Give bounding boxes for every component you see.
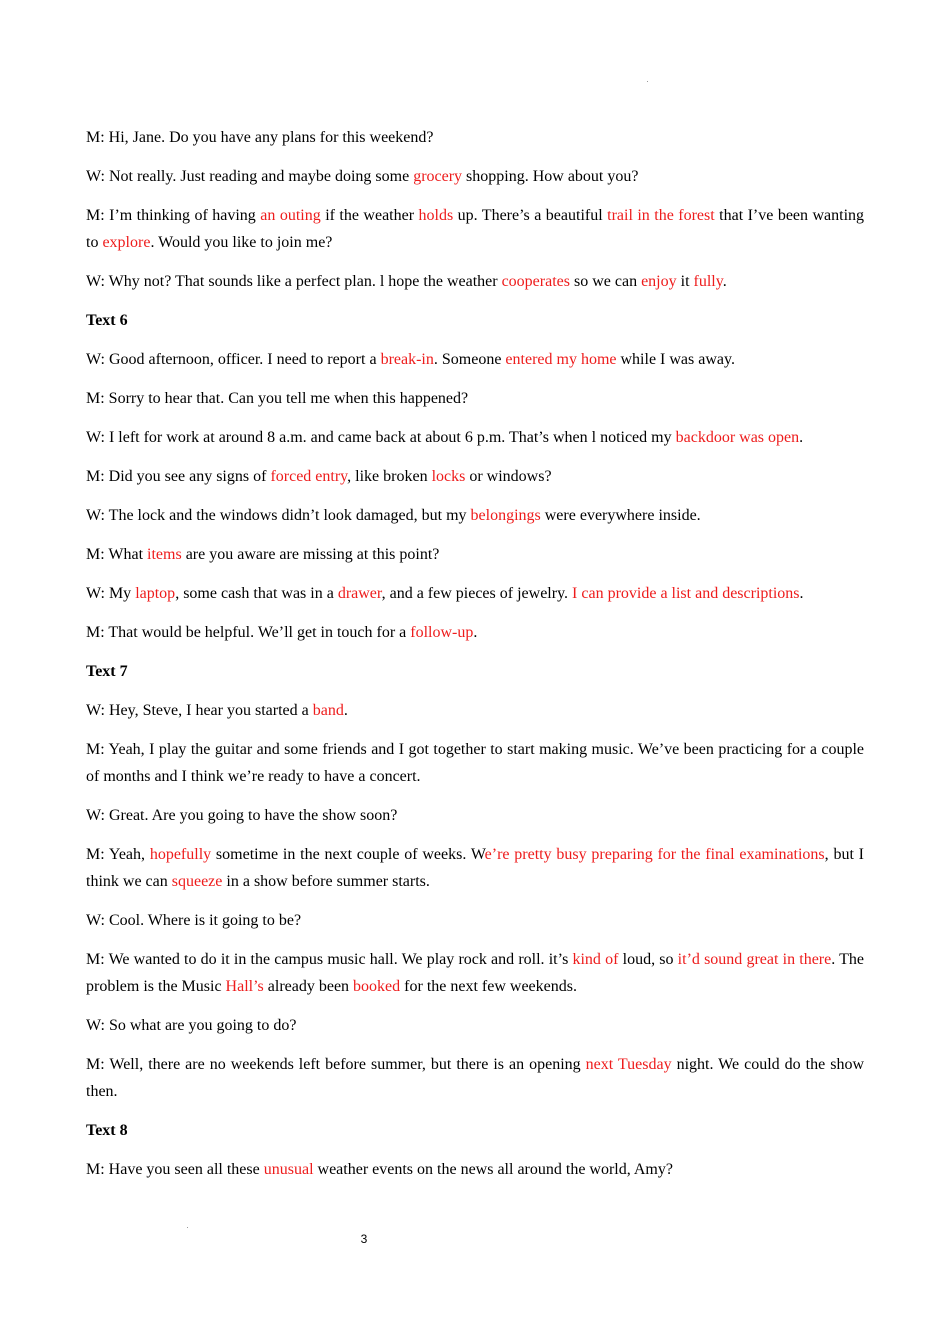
highlighted-answer: squeeze	[171, 873, 223, 890]
dialogue-line	[86, 163, 864, 190]
highlighted-answer: forced entry	[270, 468, 348, 485]
dialogue-transcript	[86, 124, 864, 1195]
text-segment: M: That would be helpful. We’ll get in touch for a	[86, 624, 411, 641]
dialogue-line	[86, 802, 864, 829]
section-heading	[86, 307, 864, 334]
highlighted-answer: follow-up	[410, 624, 474, 641]
text-segment: M: Have you seen all these	[86, 1161, 264, 1178]
highlighted-answer: fully	[693, 273, 723, 290]
dialogue-line	[86, 424, 864, 451]
dialogue-line	[86, 697, 864, 724]
text-segment: M: Sorry to hear that. Can you tell me when this happened?	[86, 390, 469, 407]
text-segment: for the next few weekends.	[400, 978, 577, 995]
highlighted-answer: Hall’s	[225, 978, 264, 995]
text-segment: or windows?	[465, 468, 552, 485]
text-segment: . Someone	[433, 351, 506, 368]
text-segment: W: Hey, Steve, I hear you started a	[86, 702, 313, 719]
text-segment: weather events on the news all around the world, Amy?	[313, 1161, 673, 1178]
text-segment: , and a few pieces of jewelry.	[381, 585, 573, 602]
text-segment: W: Not really. Just reading and maybe doing some	[86, 168, 414, 185]
text-segment: night. We could do the show then.	[86, 1056, 864, 1100]
text-segment: W: Great. Are you going to have the show soon?	[86, 807, 398, 824]
dialogue-line	[86, 841, 864, 895]
text-segment: , some cash that was in a	[175, 585, 338, 602]
dialogue-line	[86, 1156, 864, 1183]
dialogue-line	[86, 619, 864, 646]
highlighted-answer: items	[147, 546, 182, 563]
text-segment: loud, so	[618, 951, 678, 968]
highlighted-answer: belongings	[470, 507, 541, 524]
text-segment: W: Cool. Where is it going to be?	[86, 912, 302, 929]
text-segment: .	[799, 429, 804, 446]
text-segment: M: Well, there are no weekends left before summer, but there is an opening	[86, 1056, 586, 1073]
dialogue-line	[86, 268, 864, 295]
text-segment: .	[722, 273, 727, 290]
text-segment: . Would you like to join me?	[150, 234, 333, 251]
highlighted-answer: booked	[353, 978, 401, 995]
text-segment: already been	[263, 978, 354, 995]
section-heading	[86, 658, 864, 685]
text-segment: W: My	[86, 585, 136, 602]
text-segment: Text 8	[86, 1122, 128, 1139]
highlighted-answer: laptop	[135, 585, 176, 602]
text-segment: up. There’s a beautiful	[453, 207, 608, 224]
highlighted-answer: an outing	[260, 207, 321, 224]
text-segment: , but I think we can	[86, 846, 865, 890]
highlighted-answer: cooperates	[501, 273, 570, 290]
dialogue-line	[86, 385, 864, 412]
text-segment: M: We wanted to do it in the campus music hall. We play rock and roll. it’s	[86, 951, 573, 968]
text-segment: so we can	[569, 273, 642, 290]
dialogue-line	[86, 202, 864, 256]
text-segment: W: So what are you going to do?	[86, 1017, 297, 1034]
highlighted-answer: hopefully	[149, 846, 212, 863]
text-segment: are you aware are missing at this point?	[181, 546, 440, 563]
dialogue-line	[86, 463, 864, 490]
highlighted-answer: explore	[102, 234, 151, 251]
text-segment: , like broken	[347, 468, 432, 485]
scan-speck	[647, 81, 648, 82]
text-segment: it	[676, 273, 694, 290]
text-segment: that I’ve been wanting to	[86, 207, 865, 251]
highlighted-answer: grocery	[413, 168, 463, 185]
text-segment: M: What	[86, 546, 148, 563]
text-segment: Text 6	[86, 312, 128, 329]
text-segment: .	[473, 624, 478, 641]
dialogue-line	[86, 346, 864, 373]
text-segment: were everywhere inside.	[540, 507, 701, 524]
text-segment: Text 7	[86, 663, 128, 680]
highlighted-answer: e’re pretty busy preparing for the final examinations	[484, 846, 825, 863]
text-segment: M: I’m thinking of having	[86, 207, 261, 224]
section-heading	[86, 1117, 864, 1144]
highlighted-answer: I can provide a list and descriptions	[572, 585, 800, 602]
text-segment: while I was away.	[616, 351, 735, 368]
highlighted-answer: next Tuesday	[585, 1056, 672, 1073]
text-segment: sometime in the next couple of weeks. W	[211, 846, 485, 863]
text-segment: W: Why not? That sounds like a perfect plan. l hope the weather	[86, 273, 502, 290]
highlighted-answer: trail in the forest	[607, 207, 715, 224]
dialogue-line	[86, 1012, 864, 1039]
text-segment: M: Hi, Jane. Do you have any plans for this weekend?	[86, 129, 434, 146]
dialogue-line	[86, 736, 864, 790]
highlighted-answer: locks	[431, 468, 466, 485]
dialogue-line	[86, 502, 864, 529]
scan-speck	[187, 1227, 188, 1228]
highlighted-answer: unusual	[263, 1161, 314, 1178]
text-segment: W: Good afternoon, officer. I need to report a	[86, 351, 381, 368]
dialogue-line	[86, 580, 864, 607]
highlighted-answer: it’d sound great in there	[677, 951, 832, 968]
text-segment: in a show before summer starts.	[222, 873, 430, 890]
text-segment: W: I left for work at around 8 a.m. and came back at about 6 p.m. That’s when l noticed my	[86, 429, 676, 446]
highlighted-answer: backdoor was open	[675, 429, 800, 446]
text-segment: . The problem is the Music	[86, 951, 865, 995]
dialogue-line	[86, 541, 864, 568]
highlighted-answer: enjoy	[641, 273, 677, 290]
highlighted-answer: break-in	[380, 351, 434, 368]
text-segment: M: Yeah, I play the guitar and some friends and I got together to start making music. We’ve been practicing for a couple of months and I think we’re ready to have a concert.	[86, 741, 864, 785]
dialogue-line	[86, 124, 864, 151]
text-segment: M: Did you see any signs of	[86, 468, 271, 485]
text-segment: M: Yeah,	[86, 846, 150, 863]
text-segment: shopping. How about you?	[462, 168, 639, 185]
dialogue-line	[86, 907, 864, 934]
text-segment: W: The lock and the windows didn’t look damaged, but my	[86, 507, 471, 524]
highlighted-answer: band	[312, 702, 344, 719]
highlighted-answer: drawer	[337, 585, 382, 602]
highlighted-answer: holds	[418, 207, 454, 224]
text-segment: .	[799, 585, 804, 602]
text-segment: if the weather	[320, 207, 419, 224]
dialogue-line	[86, 946, 864, 1000]
dialogue-line	[86, 1051, 864, 1105]
highlighted-answer: kind of	[572, 951, 619, 968]
page-number: 3	[360, 1232, 368, 1246]
text-segment: .	[343, 702, 348, 719]
highlighted-answer: entered my home	[505, 351, 617, 368]
